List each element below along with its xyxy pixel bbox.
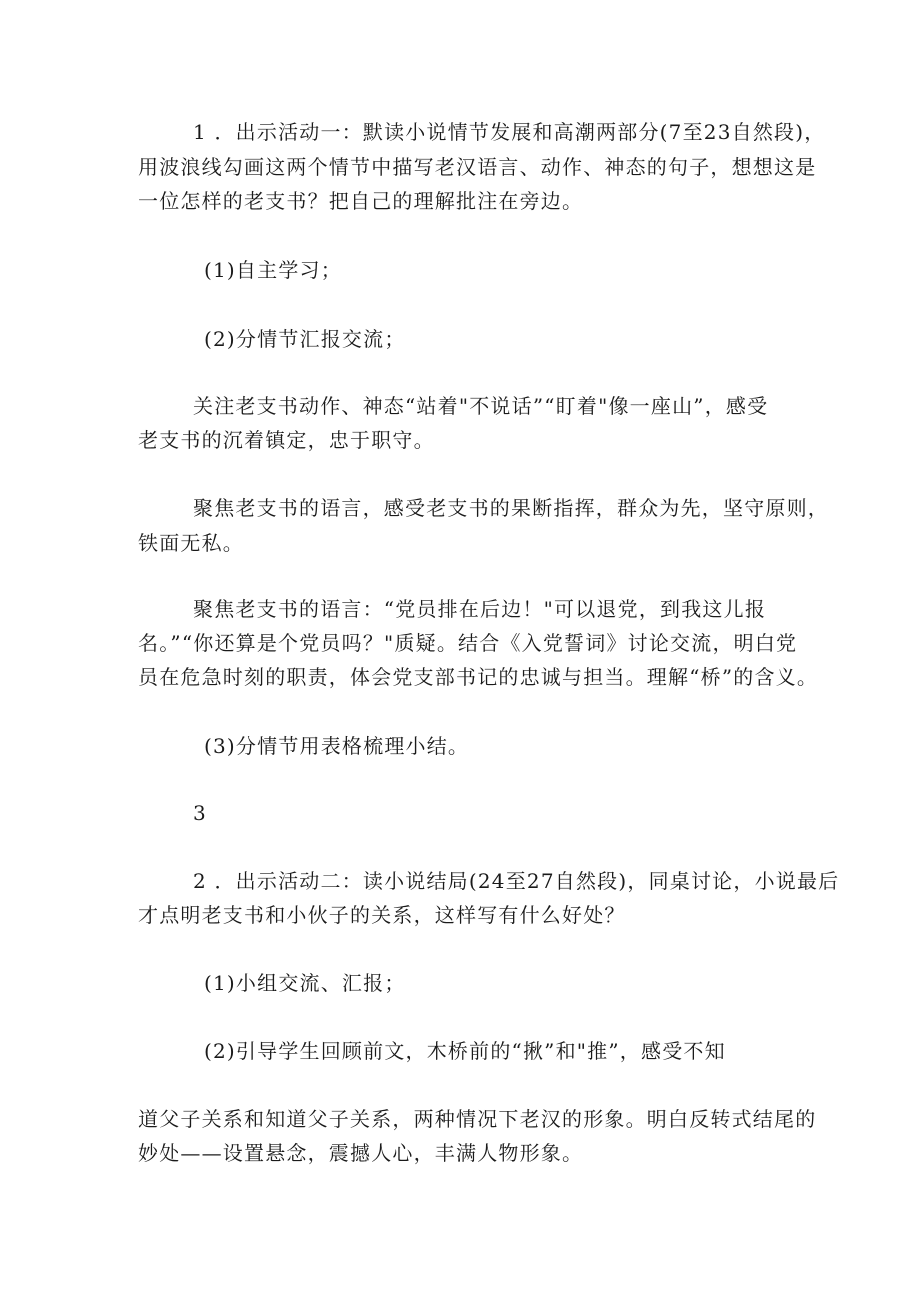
text-line: 铁面无私。 [138, 531, 244, 555]
text-line: (2)引导学生回顾前文，木桥前的“揪”和"推”，感受不知 [204, 1039, 726, 1063]
text-line: 一位怎样的老支书？把自己的理解批注在旁边。 [138, 189, 584, 213]
text-line: 用波浪线勾画这两个情节中描写老汉语言、动作、神态的句子，想想这是 [138, 155, 817, 179]
text-line: 2 ．出示活动二：读小说结局(24至27自然段)，同桌讨论，小说最后 [193, 869, 840, 893]
text-line: 关注老支书动作、神态“站着"不说话”“盯着"像一座山”，感受 [193, 394, 769, 418]
text-line: 老支书的沉着镇定，忠于职守。 [138, 428, 435, 452]
text-line: 妙处——设置悬念，震撼人心，丰满人物形象。 [138, 1141, 584, 1165]
text-line: 道父子关系和知道父子关系，两种情况下老汉的形象。明白反转式结尾的 [138, 1107, 817, 1131]
text-line: 员在危急时刻的职责，体会党支部书记的忠诚与担当。理解“桥”的含义。 [138, 665, 819, 689]
text-line: (1)自主学习； [204, 258, 342, 282]
text-line: 3 [193, 801, 207, 825]
text-line: 才点明老支书和小伙子的关系，这样写有什么好处？ [138, 903, 626, 927]
text-line: (2)分情节汇报交流； [204, 327, 406, 351]
text-line: 聚焦老支书的语言：“党员排在后边！"可以退党，到我这儿报 [193, 597, 767, 621]
text-line: (1)小组交流、汇报； [204, 971, 406, 995]
text-line: 名。”“你还算是个党员吗？"质疑。结合《入党誓词》讨论交流，明白党 [138, 631, 798, 655]
text-line: (3)分情节用表格梳理小结。 [204, 734, 470, 758]
text-line: 1 ．出示活动一：默读小说情节发展和高潮两部分(7至23自然段)， [193, 120, 826, 144]
text-line: 聚焦老支书的语言，感受老支书的果断指挥，群众为先，坚守原则， [193, 496, 829, 520]
